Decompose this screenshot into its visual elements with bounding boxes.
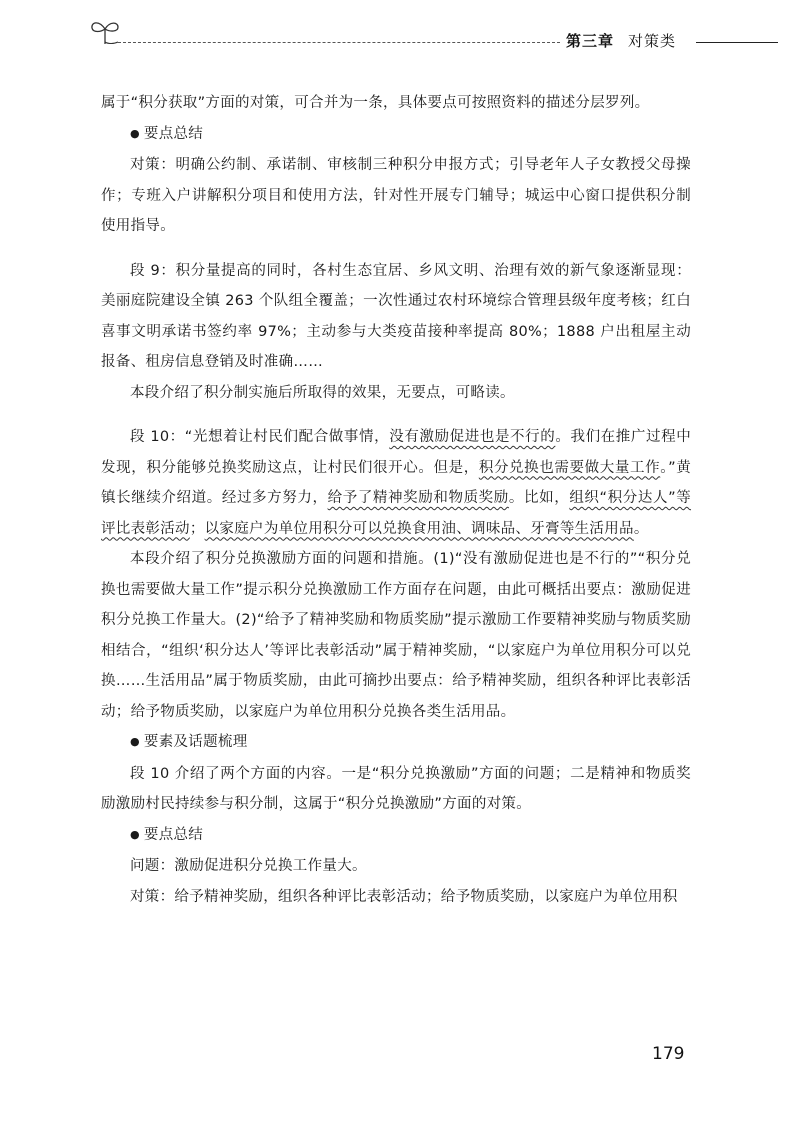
underlined-text: 组织“积分达人”等评比表彰活动 xyxy=(101,490,692,537)
underlined-text: 积分兑换也需要做大量工作 xyxy=(478,459,661,476)
text-run: 。比如， xyxy=(508,490,570,506)
paragraph-countermeasure: 对策：给予精神奖励，组织各种评比表彰活动；给予物质奖励，以家庭户为单位用积 xyxy=(130,888,678,905)
page-number: 179 xyxy=(652,1044,685,1064)
page-body xyxy=(101,88,691,912)
paragraph-section-9-note: 本段介绍了积分制实施后所取得的效果，无要点，可略读。 xyxy=(130,384,515,401)
heading-text: 要点总结 xyxy=(143,826,204,843)
topics-heading xyxy=(101,727,691,759)
text-run: 段 10：“光想着让村民们配合做事情， xyxy=(130,429,390,445)
header-divider-right xyxy=(696,42,778,43)
chapter-label: 第三章 xyxy=(566,32,615,50)
header-divider-left xyxy=(118,42,560,43)
chapter-header xyxy=(566,30,676,51)
sprout-logo-icon xyxy=(88,16,122,48)
paragraph-section-10 xyxy=(101,422,691,544)
paragraph-section-10-analysis: 本段介绍了积分兑换激励方面的问题和措施。(1)“没有激励促进也是不行的”“积分兑换也需要做大量工作”提示积分兑换激励工作方面存在问题，由此可概括出要点：激励促进积分兑换工作量大。(2)“给予了精神奖励和物质奖励”提示激励工作要精神奖励与物质奖励相结合，“组织‘积分达人’等评比表彰活动”属于精神奖励，“以家庭户为单位用积分可以兑换……生活用品”属于物质奖励，由此可摘抄出要点：给予精神奖励，组织各种评比表彰活动；给予物质奖励，以家庭户为单位用积分兑换各类生活用品。 xyxy=(101,551,691,720)
heading-text: 要素及话题梳理 xyxy=(143,734,248,750)
text-run: 。我们在推广过程中发现，积分能够兑换奖励这点，让村民们很开心。但是， xyxy=(101,429,691,476)
paragraph-problem: 问题：激励促进积分兑换工作量大。 xyxy=(130,858,367,874)
paragraph-intro: 属于“积分获取”方面的对策，可合并为一条，具体要点可按照资料的描述分层罗列。 xyxy=(101,95,650,111)
paragraph-countermeasures: 对策：明确公约制、承诺制、审核制三种积分申报方式；引导老年人子女教授父母操作；专班入户讲解积分项目和使用方法，针对性开展专门辅导；城运中心窗口提供积分制使用指导。 xyxy=(101,157,691,234)
paragraph-topics: 段 10 介绍了两个方面的内容。一是“积分兑换激励”方面的问题；二是精神和物质奖励激励村民持续参与积分制，这属于“积分兑换激励”方面的对策。 xyxy=(101,765,691,812)
underlined-text: 给予了精神奖励和物质奖励 xyxy=(327,490,509,506)
text-run: 。 xyxy=(633,520,649,537)
heading-text: 要点总结 xyxy=(143,125,204,142)
underlined-text: 没有激励促进也是不行的 xyxy=(389,429,556,445)
text-run: 。”黄镇长继续介绍道。经过多方努力， xyxy=(101,459,691,506)
text-run: ； xyxy=(189,520,205,537)
underlined-text: 以家庭户为单位用积分可以兑换食用油、调味品、牙膏等生活用品 xyxy=(204,520,634,537)
paragraph-section-9: 段 9：积分量提高的同时，各村生态宜居、乡风文明、治理有效的新气象逐渐显现：美丽庭院建设全镇 263 个队组全覆盖；一次性通过农村环境综合管理县级年度考核；红白喜事文明承诺书签约率 97%；主动参与大类疫苗接种率提高 80%；1888 户出租屋主动报备、租房信息登销及时准确…… xyxy=(101,262,691,370)
key-points-heading-2 xyxy=(101,820,691,852)
key-points-heading-1 xyxy=(101,119,691,151)
section-label: 对策类 xyxy=(628,32,677,50)
